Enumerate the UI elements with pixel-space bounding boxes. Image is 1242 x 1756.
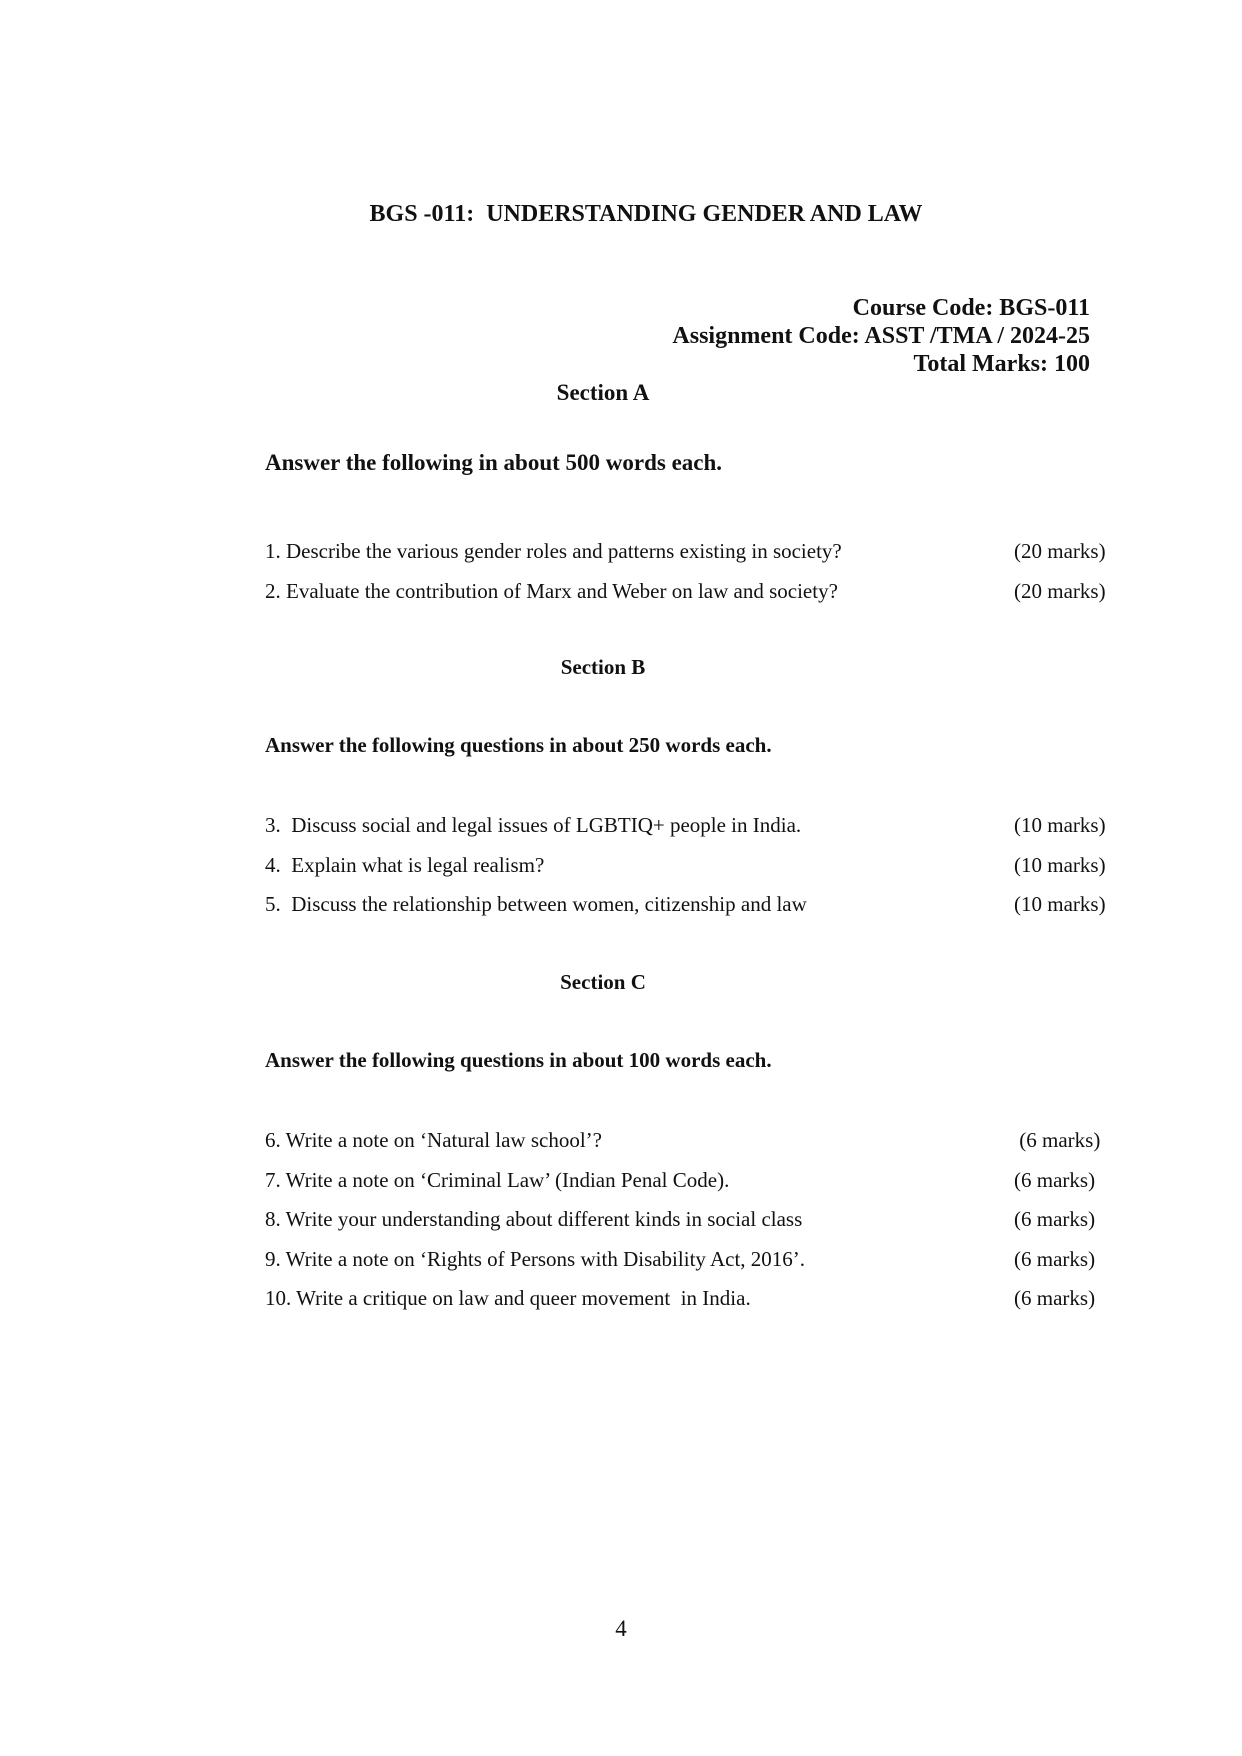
question-item (265, 1246, 1115, 1286)
section-c-instruction: Answer the following questions in about 100 words each. (265, 1048, 772, 1072)
total-marks: Total Marks: 100 (913, 351, 1090, 377)
course-code: Course Code: BGS-011 (852, 295, 1090, 321)
question-marks: (20 marks) (1014, 539, 1106, 563)
assignment-code: Assignment Code: ASST /TMA / 2024-25 (672, 323, 1090, 349)
question-text: 2. Evaluate the contribution of Marx and Weber on law and society? (265, 578, 838, 603)
question-text: 6. Write a note on ‘Natural law school’? (265, 1128, 602, 1152)
question-item (265, 1206, 1115, 1246)
question-item (265, 1167, 1115, 1207)
section-b-heading: Section B (560, 655, 646, 679)
question-marks: (6 marks) (1014, 1207, 1096, 1231)
question-item (265, 891, 1115, 931)
question-item (265, 578, 1115, 618)
question-text: 7. Write a note on ‘Criminal Law’ (Indian Penal Code). (265, 1167, 730, 1192)
question-marks: (10 marks) (1014, 813, 1106, 837)
question-item (265, 852, 1115, 892)
question-item (265, 1285, 1115, 1325)
section-a-heading: Section A (556, 380, 650, 405)
section-a-instruction: Answer the following in about 500 words each. (265, 450, 723, 475)
document-title: BGS -011: UNDERSTANDING GENDER AND LAW (369, 201, 923, 227)
question-marks: (6 marks) (1014, 1286, 1096, 1310)
question-item (265, 1127, 1115, 1167)
question-text: 5. Discuss the relationship between women, citizenship and law (265, 892, 807, 916)
question-text: 3. Discuss social and legal issues of LGBTIQ+ people in India. (265, 813, 802, 837)
question-marks: (20 marks) (1014, 578, 1106, 603)
question-text: 8. Write your understanding about different kinds in social class (265, 1207, 803, 1231)
question-item (265, 812, 1115, 852)
question-marks: (6 marks) (1014, 1167, 1096, 1192)
assignment-meta (672, 294, 1090, 378)
question-marks: (6 marks) (1014, 1246, 1096, 1271)
section-a-questions (265, 538, 1115, 617)
question-text: 10. Write a critique on law and queer movement in India. (265, 1286, 751, 1310)
question-marks: (10 marks) (1014, 852, 1106, 877)
question-text: 9. Write a note on ‘Rights of Persons with Disability Act, 2016’. (265, 1246, 806, 1271)
page-number: 4 (615, 1616, 627, 1641)
question-marks: (6 marks) (1014, 1128, 1101, 1152)
section-c-questions (265, 1127, 1115, 1325)
section-b-questions (265, 812, 1115, 931)
question-text: 1. Describe the various gender roles and patterns existing in society? (265, 539, 842, 563)
question-marks: (10 marks) (1014, 892, 1106, 916)
section-b-instruction: Answer the following questions in about 250 words each. (265, 733, 772, 757)
section-c-heading: Section C (560, 970, 646, 994)
question-item (265, 538, 1115, 578)
question-text: 4. Explain what is legal realism? (265, 852, 545, 877)
